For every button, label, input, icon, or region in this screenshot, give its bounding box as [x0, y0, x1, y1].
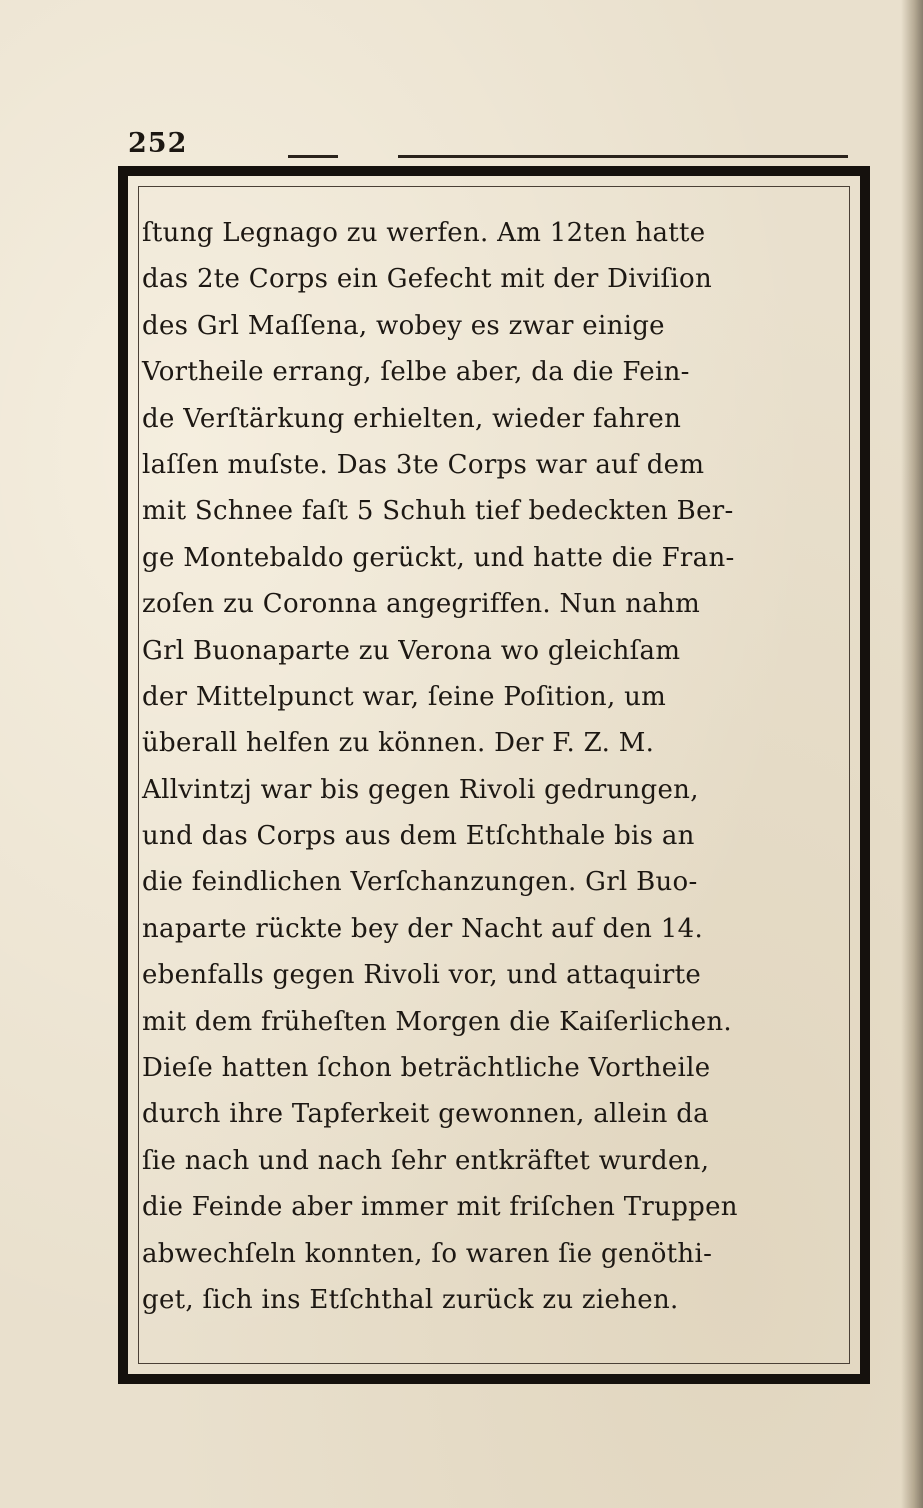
- text-line: mit dem früheſten Morgen die Kaiſerlichen.: [142, 1006, 732, 1037]
- page-spine-shadow: [901, 0, 923, 1508]
- header-rule-left: [288, 155, 338, 158]
- text-line: Dieſe hatten ſchon beträchtliche Vortheile: [142, 1053, 711, 1084]
- text-line: durch ihre Tapferkeit gewonnen, allein da: [142, 1099, 709, 1130]
- text-line: des Grl Maſſena, wobey es zwar einige: [142, 310, 665, 341]
- text-line: Allvintzj war bis gegen Rivoli gedrungen,: [142, 774, 699, 805]
- text-line: ſie nach und nach ſehr entkräftet wurden,: [142, 1145, 710, 1176]
- text-line: der Mittelpunct war, ſeine Poſition, um: [142, 681, 667, 712]
- text-line: laſſen muſste. Das 3te Corps war auf dem: [142, 449, 705, 480]
- text-line: Vortheile errang, ſelbe aber, da die Fein-: [142, 357, 690, 388]
- text-line: get, ſich ins Etſchthal zurück zu ziehen.: [142, 1284, 679, 1315]
- header-rule-right: [398, 155, 848, 158]
- text-line: ebenfalls gegen Rivoli vor, und attaquirte: [142, 960, 702, 991]
- text-line: ge Montebaldo gerückt, und hatte die Fran-: [142, 542, 735, 573]
- text-line: überall helfen zu können. Der F. Z. M.: [142, 728, 655, 759]
- text-line: Grl Buonaparte zu Verona wo gleichſam: [142, 635, 681, 666]
- page-number: 252: [128, 128, 188, 159]
- text-line: abwechſeln konnten, ſo waren ſie genöthi-: [142, 1238, 713, 1269]
- text-line: die Feinde aber immer mit friſchen Truppen: [142, 1192, 738, 1223]
- text-line: und das Corps aus dem Etſchthale bis an: [142, 821, 695, 852]
- text-line: mit Schnee faſt 5 Schuh tief bedeckten Ber-: [142, 496, 734, 527]
- text-line: das 2te Corps ein Gefecht mit der Diviſion: [142, 264, 713, 295]
- text-line: naparte rückte bey der Nacht auf den 14.: [142, 913, 704, 944]
- text-line: zoſen zu Coronna angegriffen. Nun nahm: [142, 589, 701, 620]
- body-text: [142, 210, 842, 1323]
- text-line: ſtung Legnago zu werfen. Am 12ten hatte: [142, 218, 706, 248]
- text-line: de Verſtärkung erhielten, wieder fahren: [142, 403, 682, 434]
- text-line: die feindlichen Verſchanzungen. Grl Buo-: [142, 867, 698, 898]
